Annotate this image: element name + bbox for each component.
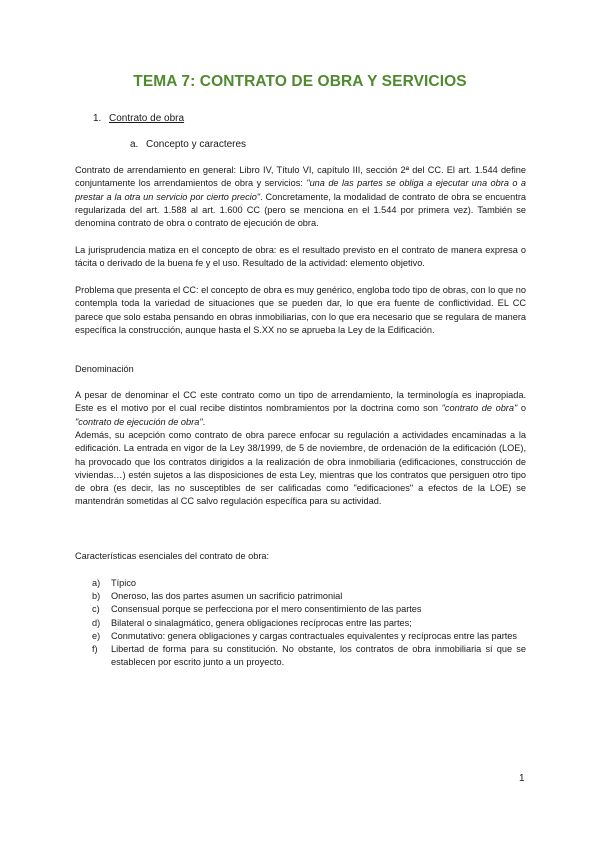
subsection-letter: a.: [130, 139, 139, 150]
section-number: 1.: [93, 113, 102, 124]
list-item-text: Oneroso, las dos partes asumen un sacrificio patrimonial: [111, 591, 343, 602]
list-item-text: Libertad de forma para su constitución. No obstante, los contratos de obra inmobiliaria sí que se establecen por escrito junto a un proyecto.: [111, 644, 526, 668]
list-item-text: Bilateral o sinalagmático, genera obligaciones recíprocas entre las partes;: [111, 617, 412, 628]
list-item-text: Consensual porque se perfecciona por el mero consentimiento de las partes: [111, 604, 422, 615]
paragraph-edificacion: Además, su acepción como contrato de obra parece enfocar su regulación a actividades encaminadas a la edificación. La entrada en vigor de la Ley 38/1999, de 5 de noviembre, de ordenación de la edificación (LOE), ha provocado que los contratos dirigidos a la realización de obra inmobiliaria (edificaciones, construcción de viviendas…) estén sujetos a las disposiciones de esta Ley, mientras que los contratos que persiguen otro tipo de obra (es decir, las no susceptibles de ser calificadas como "edificaciones" a efectos de la LOE) se mantendrán sometidas al CC salvo regulación específica para su actividad.: [75, 430, 526, 507]
subsection-heading-concepto: [130, 139, 246, 150]
page-number: 1: [519, 773, 525, 784]
quoted-definition: "una de las partes se obliga a ejecutar una obra o a prestar a la otra un servicio por cierto precio": [75, 178, 527, 202]
paragraph-text: o: [517, 403, 526, 414]
list-item: [92, 603, 526, 616]
list-marker: d): [92, 617, 101, 628]
list-item-text: Típico: [111, 578, 137, 588]
paragraph-jurisprudencia: La jurisprudencia matiza en el concepto de obra: es el resultado previsto en el contrato de manera expresa o tácita o derivado de la buena fe y el uso. Resultado de la actividad: elemento objetivo.: [75, 245, 526, 269]
paragraph-problema: Problema que presenta el CC: el concepto de obra es muy genérico, engloba todo tipo de obras, con lo que no contempla toda la variedad de situaciones que se pueden dar, lo que era fuente de conflictividad. EL CC parece que solo estaba pensando en obras inmobiliarias, con lo que era necesario que se regulara de manera específica la construcción, aunque hasta el S.XX no se aprueba la Ley de la Edificación.: [75, 285, 526, 335]
characteristics-list: [92, 577, 526, 669]
list-item: [92, 630, 526, 643]
list-marker: b): [92, 591, 101, 602]
section-label: Contrato de obra: [109, 113, 185, 124]
paragraph-arrendamiento: [75, 164, 526, 230]
quoted-term: "contrato de ejecución de obra": [75, 416, 203, 427]
section-heading-contrato-de-obra: [93, 113, 184, 124]
list-item: [92, 643, 526, 669]
list-marker: f): [92, 644, 98, 655]
heading-denominacion: Denominación: [75, 364, 134, 374]
list-item: [92, 577, 526, 590]
quoted-term: "contrato de obra": [441, 403, 518, 414]
paragraph-text: . Concretamente, la modalidad de contrato de obra se encuentra regularizada del art. 1.588 al art. 1.600 CC (pero se menciona en el 1.544 por primera vez). También se denomina contrato de obra o contrato de ejecución de obra.: [75, 191, 527, 229]
heading-caracteristicas: Características esenciales del contrato de obra:: [75, 551, 270, 561]
document-title: TEMA 7: CONTRATO DE OBRA Y SERVICIOS: [133, 73, 467, 90]
list-item-text: Conmutativo: genera obligaciones y cargas contractuales equivalentes y recíprocas entre las partes: [111, 630, 518, 641]
list-marker: a): [92, 578, 101, 588]
paragraph-text: Contrato de arrendamiento en general: Libro IV, Título VI, capítulo III, sección 2ª del CC. El art. 1.544 define conjuntamente los arrendamientos de obra y servicios:: [75, 165, 526, 189]
list-marker: e): [92, 630, 101, 641]
subsection-label: Concepto y caracteres: [146, 139, 247, 150]
paragraph-text: A pesar de denominar el CC este contrato como un tipo de arrendamiento, la terminología es inapropiada. Este es el motivo por el cual recibe distintos nombramientos por la doctrina como son: [75, 390, 526, 414]
list-item: [92, 617, 526, 630]
list-item: [92, 590, 526, 603]
paragraph-text: .: [202, 416, 206, 427]
list-marker: c): [92, 604, 100, 615]
paragraph-denominacion: [75, 389, 526, 429]
